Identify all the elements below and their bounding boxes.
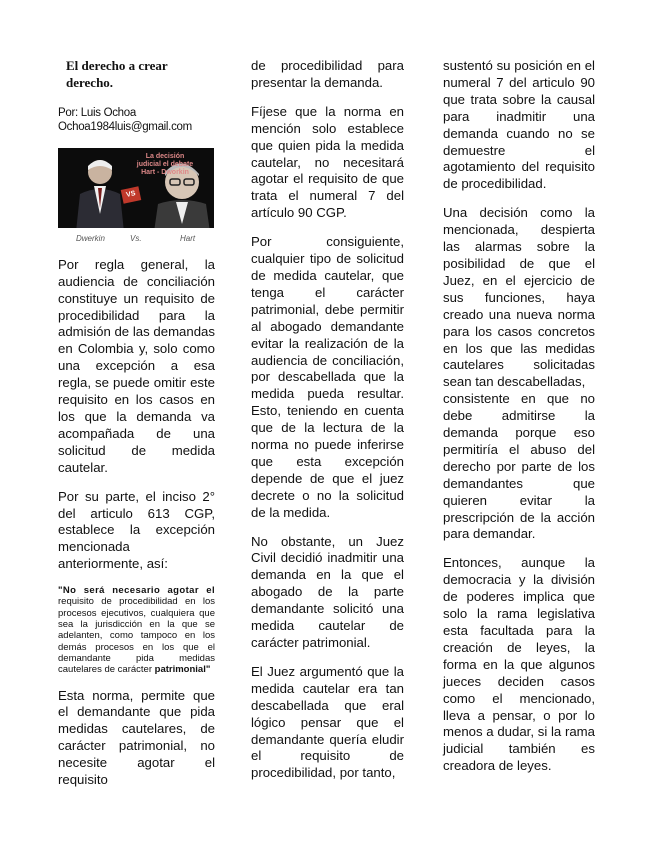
- quote-end: patrimonial": [154, 664, 211, 676]
- quote-body: requisito de procedibilidad en los procesos ejecutivos, cualquiera que sea la jurisdicción en la que se adelanten, como tampoco en los demás procesos en los que el demandante pida medidas cautelares de carácter: [58, 596, 215, 676]
- caption-vs: Vs.: [130, 233, 142, 243]
- paragraph: El Juez argumentó que la medida cautelar era tan descabellada que eral lógico pensar que el demandante quería eludir el requisito de procedibilidad, por tanto,: [251, 663, 404, 781]
- column-1: [58, 58, 215, 801]
- paragraph: Por su parte, el inciso 2° del articulo 613 CGP, establece la excepción mencionada anteriormente, así:: [58, 488, 215, 572]
- caption-hart: Hart: [180, 233, 196, 243]
- caption-dworkin: Dwerkin: [76, 233, 105, 243]
- column-3: [443, 58, 595, 787]
- paragraph: sustentó su posición en el numeral 7 del articulo 90 que trata sobre la causal para inadmitir una demanda cuando no se demuestre el agotamiento del requisito de procedibilidad.: [443, 58, 595, 192]
- dworkin-photo: [74, 154, 126, 228]
- paragraph: Entonces, aunque la democracia y la división de poderes implica que solo la rama legislativa esta facultada para la creación de leyes, la forma en la que algunos jueces deciden casos como el mencionado, lleva a pensar, o por lo menos a dudar, si la rama judicial también es creadora de leyes.: [443, 555, 595, 774]
- paragraph: Una decisión como la mencionada, despierta las alarmas sobre la posibilidad de que el Juez, en el ejercicio de sus funciones, haya creado una nueva norma para los casos concretos en los que las medidas cautelares solicitadas sean tan descabelladas,: [443, 205, 595, 390]
- legal-quote: [58, 585, 215, 675]
- paragraph: Por consiguiente, cualquier tipo de solicitud de medida cautelar, que tenga el carácter patrimonial, debe permitir al abogado demandante evitar la realización de la audiencia de conciliación, por descabellada que la medida pueda resultar. Esto, teniendo en cuenta que de la lectura de la norma no puede inferirse que esta excepción depende de que el juez decrete o no la solicitud de la medida.: [251, 234, 404, 520]
- paragraph: Por regla general, la audiencia de conciliación constituye un requisito de procedibilidad para la admisión de las demandas en Colombia y, solo como una excepción a esa regla, se puede omitir este requisito en los casos en los que la demanda va acompañada de una solicitud de medida cautelar.: [58, 256, 215, 475]
- quote-start: "No será necesario agotar el: [58, 585, 215, 597]
- image-overlay-text: La decisión judicial el debate Hart - Dworkin: [136, 152, 194, 176]
- author-email: Ochoa1984luis@gmail.com: [58, 120, 192, 133]
- paragraph: No obstante, un Juez Civil decidió inadmitir una demanda en la que el abogado de la parte demandante solicitó una medida cautelar de carácter patrimonial.: [251, 533, 404, 650]
- paragraph: Fíjese que la norma en mención solo establece que quien pida la medida cautelar, no necesitará agotar el requisito de que trata el numeral 7 del artículo 90 CGP.: [251, 103, 404, 221]
- author-name: Por: Luis Ochoa: [58, 106, 136, 119]
- vs-badge: VS: [121, 186, 142, 203]
- paragraph: de procedibilidad para presentar la demanda.: [251, 58, 404, 90]
- paragraph: Esta norma, permite que el demandante que pida medidas cautelares, de carácter patrimonial, no necesite agotar el requisito: [58, 687, 215, 788]
- author-block: [58, 106, 215, 134]
- column-2: [251, 58, 404, 794]
- paragraph: consistente en que no debe admitirse la demanda porque eso permitiría el abuso del derecho por parte de los demandantes que quieren evitar la prescripción de la acción para demandar.: [443, 391, 595, 542]
- image-caption: [58, 231, 215, 243]
- article-image: [58, 148, 214, 228]
- article-title: El derecho a crear derecho.: [66, 58, 168, 90]
